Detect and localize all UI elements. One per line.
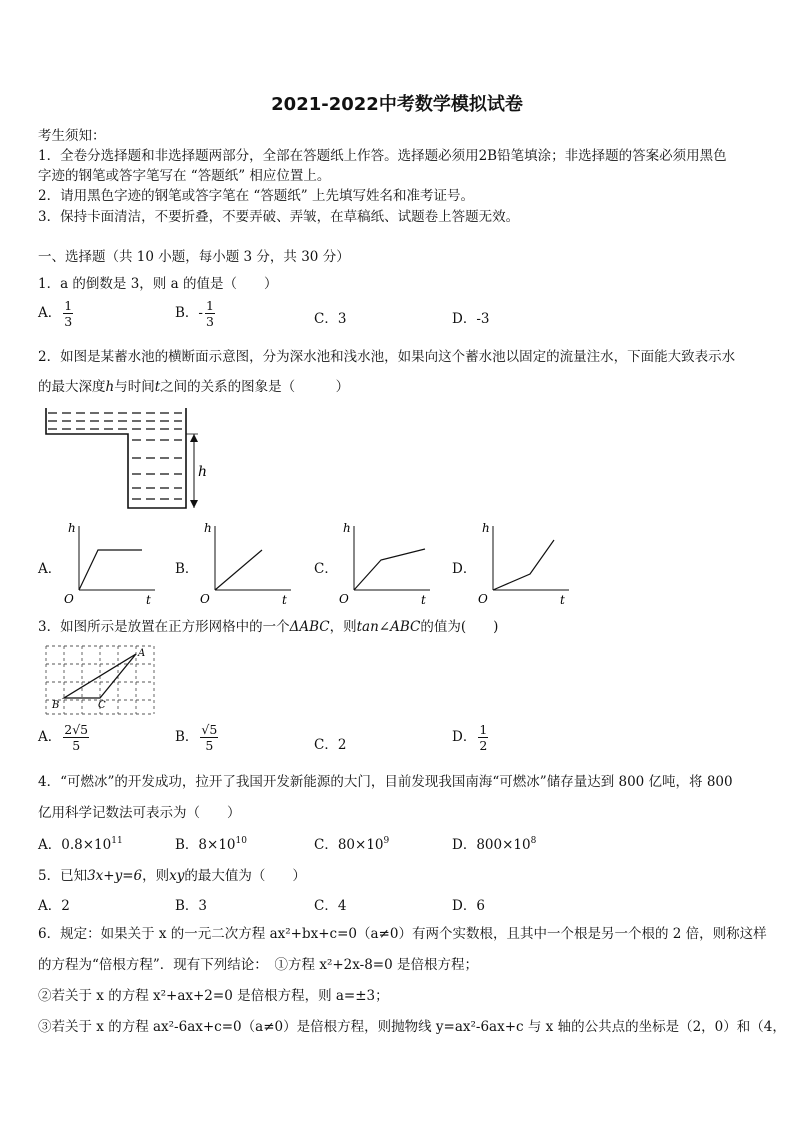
svg-text:O: O [200,592,210,606]
svg-text:B: B [52,700,60,711]
q5-option-b[interactable]: B．3 [175,898,208,914]
q2-option-c-label[interactable]: C． [314,561,338,577]
option-label: A． [38,305,62,321]
q4-option-d[interactable]: D．$800\times 10^8$ [452,836,537,853]
question-6-line-4: ③若关于 x 的方程 ax²-6ax+c=0（a≠0）是倍根方程，则抛物线 y=ax²-6ax+c 与 x 轴的公共点的坐标是（2，0）和（4， [38,1019,786,1035]
q5-option-c[interactable]: C．4 [314,898,347,914]
svg-text:h: h [343,521,351,535]
option-label: B． [175,729,199,745]
section-heading: 一、选择题（共 10 小题，每小题 3 分，共 30 分） [38,249,350,265]
svg-text:t: t [421,593,426,607]
svg-text:O: O [64,592,74,606]
q2-graph-a [60,520,160,608]
svg-text:h: h [204,521,212,535]
question-6-line-2: 的方程为“倍根方程”．现有下列结论： ①方程 x²+2x-8=0 是倍根方程； [38,957,478,973]
arrow-down-icon [190,500,198,508]
q3-option-a[interactable] [38,722,89,753]
svg-text:t: t [560,593,565,607]
graph-line [215,550,262,590]
page-title: 2021-2022中考数学模拟试卷 [271,94,523,115]
graph-line [493,540,554,590]
q1-option-d[interactable]: D．-3 [452,311,490,327]
minus-sign: - [198,305,203,321]
question-6-line-3: ②若关于 x 的方程 x²+ax+2=0 是倍根方程，则 a=±3； [38,988,389,1004]
fraction: $\frac{1}{2}$ [479,722,488,753]
notice-line: 1．全卷分选择题和非选择题两部分，全部在答题纸上作答。选择题必须用2B铅笔填涂；非选择题的答案必须用黑色 [38,148,727,164]
fraction: $\frac{1}{3}$ [64,298,73,329]
notice-heading: 考生须知： [38,128,106,144]
svg-text:O: O [339,592,349,606]
q2-graph-d [474,520,574,608]
notice-line: 字迹的钢笔或答字笔写在 “答题纸” 相应位置上。 [38,168,331,184]
svg-text:t: t [146,593,151,607]
water-lines [48,413,182,499]
q4-option-c[interactable]: C．$80\times 10^9$ [314,836,390,853]
question-5-stem: 5．已知3x+y=6，则xy的最大值为（ ） [38,868,306,884]
svg-text:O: O [478,592,488,606]
q3-option-b[interactable] [175,722,218,753]
question-6-line-1: 6．规定：如果关于 x 的一元二次方程 ax²+bx+c=0（a≠0）有两个实数根，且其中一个根是另一个根的 2 倍，则称这样 [38,926,767,942]
q1-option-b[interactable] [175,298,215,329]
question-1-stem: 1．a 的倒数是 3，则 a 的值是（ ） [38,276,278,292]
q4-option-a[interactable]: A．$0.8\times 10^{11}$ [38,836,123,853]
question-3-stem: 3．如图所示是放置在正方形网格中的一个ΔABC，则tan∠ABC的值为( ) [38,619,499,635]
q5-option-a[interactable]: A．2 [38,898,70,914]
q2-option-a-label[interactable]: A． [38,561,62,577]
notice-line: 2．请用黑色字迹的钢笔或答字笔在 “答题纸” 上先填写姓名和准考证号。 [38,188,474,204]
question-4-line-1: 4．“可燃冰”的开发成功，拉开了我国开发新能源的大门，目前发现我国南海“可燃冰”储存量达到 800 亿吨，将 800 [38,774,733,790]
q2-option-d-label[interactable]: D． [452,561,477,577]
svg-text:t: t [282,593,287,607]
question-2-line-1: 2．如图是某蓄水池的横断面示意图，分为深水池和浅水池，如果向这个蓄水池以固定的流量注水，下面能大致表示水 [38,349,736,365]
question-2-line-2: 的最大深度h与时间t之间的关系的图象是（ ） [38,379,350,395]
svg-text:A: A [138,648,146,659]
option-label: B． [175,305,199,321]
arrow-up-icon [190,434,198,442]
q4-option-b[interactable]: B．$8\times 10^{10}$ [175,836,247,853]
q2-option-b-label[interactable]: B． [175,561,199,577]
depth-label: h [198,464,208,480]
notice-line: 3．保持卡面清洁，不要折叠，不要弄破、弄皱，在草稿纸、试题卷上答题无效。 [38,209,520,225]
svg-text:h: h [482,521,490,535]
q2-graph-b [196,520,296,608]
option-label: A． [38,729,62,745]
graph-line [354,549,425,590]
q1-option-c[interactable]: C．3 [314,311,347,327]
svg-text:h: h [68,521,76,535]
q3-option-d[interactable] [452,722,488,753]
fraction: $\frac{2√5}{5}$ [64,722,89,753]
reservoir-figure [40,404,220,516]
option-label: D． [452,729,477,745]
svg-text:C: C [98,700,106,711]
question-4-line-2: 亿用科学记数法可表示为（ ） [38,805,241,821]
q3-grid-figure [40,640,160,720]
q2-graph-c [335,520,435,608]
q3-option-c[interactable]: C．2 [314,737,347,753]
fraction: $\frac{1}{3}$ [205,298,214,329]
fraction: $\frac{√5}{5}$ [201,722,218,753]
q1-option-a[interactable] [38,298,73,329]
graph-line [79,550,142,590]
q5-option-d[interactable]: D．6 [452,898,485,914]
